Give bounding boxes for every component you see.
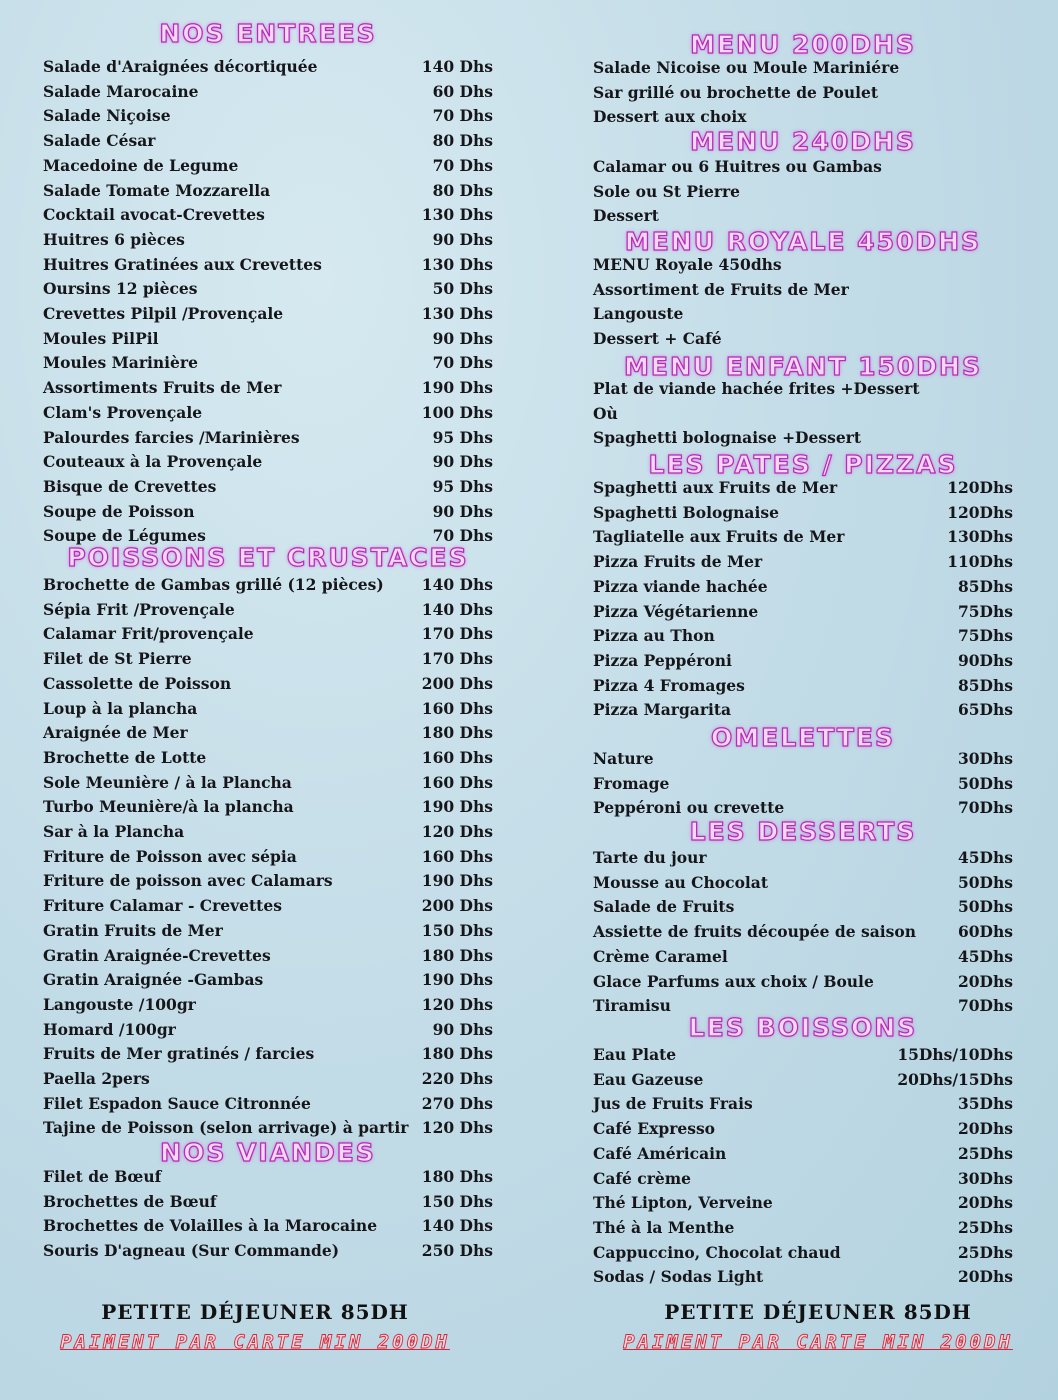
menu-item-price: 130Dhs xyxy=(947,527,1013,547)
menu-item xyxy=(43,228,493,252)
menu-item-price: 80 Dhs xyxy=(432,180,493,200)
menu-item-name: Homard /100gr xyxy=(43,1019,176,1039)
menu-item-price: 140 Dhs xyxy=(421,1216,493,1236)
section-heading-menu-240dhs: MENU 240DHS xyxy=(690,127,916,156)
menu-item-name: Pizza viande hachée xyxy=(593,576,768,596)
menu-item-name: Sole ou St Pierre xyxy=(593,181,741,201)
menu-item xyxy=(43,746,493,770)
menu-item-name: Pizza 4 Fromages xyxy=(593,675,745,695)
menu-item xyxy=(43,1018,493,1042)
menu-item-price: 45Dhs xyxy=(957,946,1013,966)
menu-item-name: Friture de Poisson avec sépia xyxy=(43,846,297,866)
section-heading-nos-viandes: NOS VIANDES xyxy=(160,1138,376,1167)
menu-item-name: Palourdes farcies /Marinières xyxy=(43,427,300,447)
menu-item-name: Dessert aux choix xyxy=(593,107,747,127)
menu-item-price: 130 Dhs xyxy=(421,254,493,274)
menu-item-name: Crème Caramel xyxy=(593,946,728,966)
menu-item-price: 120 Dhs xyxy=(421,1118,493,1138)
menu-item-price: 140 Dhs xyxy=(421,599,493,619)
menu-item xyxy=(593,1265,1013,1289)
menu-item-name: Salade Tomate Mozzarella xyxy=(43,180,271,200)
menu-item-price: 160 Dhs xyxy=(421,747,493,767)
menu-item-price: 35Dhs xyxy=(957,1094,1013,1114)
menu-item xyxy=(43,598,493,622)
menu-item-name: Huitres 6 pièces xyxy=(43,229,185,249)
menu-item-name: Soupe de Légumes xyxy=(43,526,206,546)
menu-item-price: 85Dhs xyxy=(957,675,1013,695)
section-heading-menu-200dhs: MENU 200DHS xyxy=(690,30,916,59)
menu-item-price: 95 Dhs xyxy=(432,476,493,496)
menu-item xyxy=(593,402,1013,426)
menu-item-name: Araignée de Mer xyxy=(43,723,188,743)
menu-item xyxy=(43,993,493,1017)
menu-item-name: Tiramisu xyxy=(593,996,671,1016)
menu-item xyxy=(593,1117,1013,1141)
menu-item-name: Calamar Frit/provençale xyxy=(43,624,254,644)
menu-item-name: Paella 2pers xyxy=(43,1069,150,1088)
menu-item-name: Assiette de fruits découpée de saison xyxy=(593,922,916,942)
menu-item-name: Pizza au Thon xyxy=(593,626,715,646)
menu-item-price: 90 Dhs xyxy=(432,452,493,472)
menu-item-name: Plat de viande hachée frites +Dessert xyxy=(593,379,920,398)
menu-item-name: Tarte du jour xyxy=(593,848,707,867)
menu-item-price: 90 Dhs xyxy=(432,501,493,521)
menu-item-name: Soupe de Poisson xyxy=(43,501,195,521)
menu-item-name: Couteaux à la Provençale xyxy=(43,452,263,472)
menu-item-name: Spaghetti Bolognaise xyxy=(593,502,779,522)
menu-item xyxy=(43,327,493,351)
menu-item-name: Eau Gazeuse xyxy=(593,1069,704,1089)
menu-item-name: Bisque de Crevettes xyxy=(43,476,217,496)
section-heading-les-pates-pizzas: LES PATES / PIZZAS xyxy=(648,450,958,479)
menu-item-price: 270 Dhs xyxy=(421,1093,493,1113)
menu-item-name: Pizza Végétarienne xyxy=(593,601,759,621)
menu-item xyxy=(43,944,493,968)
menu-item-price: 90 Dhs xyxy=(432,229,493,249)
menu-item xyxy=(593,105,1013,129)
menu-item-price: 60 Dhs xyxy=(432,81,493,101)
menu-item-price: 160 Dhs xyxy=(421,698,493,718)
menu-item xyxy=(43,104,493,128)
menu-item xyxy=(43,253,493,277)
menu-item xyxy=(43,179,493,203)
menu-item-price: 180 Dhs xyxy=(421,945,493,965)
menu-item-name: Sar à la Plancha xyxy=(43,822,185,841)
menu-item xyxy=(593,327,1013,351)
menu-item-price: 75Dhs xyxy=(957,626,1013,646)
menu-item-price: 20Dhs/15Dhs xyxy=(897,1069,1013,1089)
menu-item-price: 20Dhs xyxy=(957,971,1013,991)
menu-item-name: Café Américain xyxy=(593,1143,727,1163)
menu-item-price: 150 Dhs xyxy=(421,920,493,940)
menu-item-price: 120 Dhs xyxy=(421,994,493,1014)
menu-item xyxy=(43,1067,493,1091)
menu-item xyxy=(593,155,1013,179)
menu-item-price: 90 Dhs xyxy=(432,328,493,348)
menu-item-price: 200 Dhs xyxy=(421,673,493,693)
menu-item-name: Brochette de Gambas grillé (12 pièces) xyxy=(43,575,384,594)
menu-item-name: Brochettes de Bœuf xyxy=(43,1191,217,1211)
menu-item-price: 80 Dhs xyxy=(432,131,493,151)
menu-item-name: Assortiment de Fruits de Mer xyxy=(593,279,849,299)
menu-item xyxy=(593,846,1013,870)
menu-item xyxy=(43,919,493,943)
left-card-payment-note: PAIMENT PAR CARTE MIN 200DH xyxy=(60,1331,450,1353)
menu-item-price: 25Dhs xyxy=(957,1217,1013,1237)
menu-item xyxy=(593,1142,1013,1166)
menu-item-name: Turbo Meunière/à la plancha xyxy=(43,797,294,817)
menu-item-price: 200 Dhs xyxy=(421,896,493,916)
menu-item-name: Thé à la Menthe xyxy=(593,1217,735,1237)
menu-item-name: Café Expresso xyxy=(593,1119,716,1139)
menu-item-price: 140 Dhs xyxy=(421,575,493,594)
menu-item xyxy=(43,203,493,227)
menu-item xyxy=(43,672,493,696)
menu-item-price: 130 Dhs xyxy=(421,304,493,323)
menu-item-name: Tagliatelle aux Fruits de Mer xyxy=(593,527,845,547)
menu-item xyxy=(593,1043,1013,1067)
menu-item-name: Clam's Provençale xyxy=(43,402,203,422)
menu-item xyxy=(593,377,1013,401)
menu-item-name: Où xyxy=(593,403,618,423)
menu-item-name: Sodas / Sodas Light xyxy=(593,1267,764,1287)
menu-item xyxy=(43,968,493,992)
menu-item-name: Pizza Peppéroni xyxy=(593,650,732,670)
menu-item-price: 15Dhs/10Dhs xyxy=(897,1045,1013,1064)
menu-item-price: 220 Dhs xyxy=(421,1069,493,1088)
menu-item xyxy=(43,1214,493,1238)
menu-item-price: 60Dhs xyxy=(957,922,1013,942)
menu-item xyxy=(593,204,1013,228)
menu-item-name: Huitres Gratinées aux Crevettes xyxy=(43,254,322,274)
menu-item xyxy=(43,622,493,646)
menu-item-price: 100 Dhs xyxy=(421,402,493,422)
menu-item-name: Salade Nicoise ou Moule Mariniére xyxy=(593,58,900,77)
menu-item xyxy=(43,277,493,301)
menu-item-name: Glace Parfums aux choix / Boule xyxy=(593,971,874,991)
menu-item-price: 30Dhs xyxy=(957,1168,1013,1188)
menu-item-price: 70Dhs xyxy=(957,798,1013,818)
menu-item-price: 160 Dhs xyxy=(421,846,493,866)
menu-item-price: 250 Dhs xyxy=(421,1241,493,1261)
menu-item xyxy=(43,376,493,400)
menu-item-name: Filet Espadon Sauce Citronnée xyxy=(43,1093,311,1113)
menu-item-name: Gratin Araignée-Crevettes xyxy=(43,945,271,965)
menu-item xyxy=(43,1239,493,1263)
menu-item-name: Salade César xyxy=(43,131,156,151)
menu-item-price: 45Dhs xyxy=(957,848,1013,867)
menu-item-name: Langouste /100gr xyxy=(43,994,196,1014)
menu-item-price: 170 Dhs xyxy=(421,649,493,669)
menu-item xyxy=(593,253,1013,277)
menu-item xyxy=(43,820,493,844)
menu-item-price: 25Dhs xyxy=(957,1143,1013,1163)
menu-item-name: Sole Meunière / à la Plancha xyxy=(43,772,292,792)
menu-item-name: MENU Royale 450dhs xyxy=(593,255,782,274)
menu-item xyxy=(593,970,1013,994)
section-heading-nos-entrees: NOS ENTREES xyxy=(159,19,377,48)
menu-item xyxy=(593,600,1013,624)
menu-item-name: Assortiments Fruits de Mer xyxy=(43,378,282,398)
menu-item-name: Sépia Frit /Provençale xyxy=(43,599,235,619)
menu-item-price: 25Dhs xyxy=(957,1242,1013,1262)
menu-item xyxy=(593,1216,1013,1240)
menu-item-price: 95 Dhs xyxy=(432,427,493,447)
menu-item xyxy=(43,573,493,597)
menu-item-name: Jus de Fruits Frais xyxy=(593,1094,753,1114)
menu-item-price: 20Dhs xyxy=(957,1193,1013,1213)
menu-item-name: Salade Niçoise xyxy=(43,106,171,126)
menu-item-price: 50Dhs xyxy=(957,773,1013,793)
menu-item xyxy=(43,845,493,869)
menu-item xyxy=(43,450,493,474)
menu-item-price: 180 Dhs xyxy=(421,1044,493,1064)
menu-item xyxy=(593,180,1013,204)
menu-item xyxy=(593,302,1013,326)
menu-item-name: Filet de St Pierre xyxy=(43,649,192,669)
menu-item-price: 70 Dhs xyxy=(432,155,493,175)
menu-item xyxy=(43,80,493,104)
menu-item-name: Brochette de Lotte xyxy=(43,747,207,767)
menu-item-name: Cocktail avocat-Crevettes xyxy=(43,205,265,225)
menu-item xyxy=(43,426,493,450)
menu-item-price: 140 Dhs xyxy=(421,57,493,76)
menu-item-price: 90 Dhs xyxy=(432,1019,493,1039)
menu-item-name: Gratin Fruits de Mer xyxy=(43,920,223,940)
menu-item-price: 50Dhs xyxy=(957,897,1013,917)
menu-item xyxy=(593,476,1013,500)
menu-item xyxy=(593,920,1013,944)
menu-item-price: 170 Dhs xyxy=(421,624,493,644)
menu-item-name: Fromage xyxy=(593,773,670,793)
menu-item-price: 50Dhs xyxy=(957,872,1013,892)
section-heading-les-boissons: LES BOISSONS xyxy=(688,1013,918,1042)
menu-item-name: Nature xyxy=(593,749,654,768)
menu-item-price: 50 Dhs xyxy=(432,279,493,299)
section-heading-les-desserts: LES DESSERTS xyxy=(689,817,917,846)
right-breakfast-title: PETITE DÉJEUNER 85DH xyxy=(664,1300,972,1324)
menu-item xyxy=(593,1092,1013,1116)
menu-item-name: Macedoine de Legume xyxy=(43,155,239,175)
menu-item-price: 20Dhs xyxy=(957,1267,1013,1287)
menu-item-price: 150 Dhs xyxy=(421,1191,493,1211)
menu-item-name: Moules PilPil xyxy=(43,328,159,348)
right-card-payment-note: PAIMENT PAR CARTE MIN 200DH xyxy=(623,1331,1013,1353)
menu-item xyxy=(593,945,1013,969)
menu-item-price: 180 Dhs xyxy=(421,1167,493,1186)
menu-item-price: 160 Dhs xyxy=(421,772,493,792)
menu-item xyxy=(593,81,1013,105)
section-heading-poissons-et-crustaces: POISSONS ET CRUSTACES xyxy=(67,543,469,572)
menu-item xyxy=(593,1241,1013,1265)
menu-item xyxy=(593,747,1013,771)
menu-item-price: 190 Dhs xyxy=(421,871,493,891)
menu-item-name: Sar grillé ou brochette de Poulet xyxy=(593,82,879,102)
menu-item-price: 70 Dhs xyxy=(432,526,493,546)
section-heading-menu-royale-450dhs: MENU ROYALE 450DHS xyxy=(624,227,982,256)
menu-item-name: Spaghetti bolognaise +Dessert xyxy=(593,428,862,448)
menu-item xyxy=(593,56,1013,80)
menu-item xyxy=(43,894,493,918)
menu-item xyxy=(43,869,493,893)
menu-item xyxy=(43,721,493,745)
menu-item-name: Tajine de Poisson (selon arrivage) à partir xyxy=(43,1118,409,1138)
menu-item xyxy=(593,871,1013,895)
menu-item-price: 130 Dhs xyxy=(421,205,493,225)
menu-item xyxy=(593,1167,1013,1191)
menu-item-price: 20Dhs xyxy=(957,1119,1013,1139)
menu-item-name: Pizza Margarita xyxy=(593,700,732,720)
menu-item-name: Gratin Araignée -Gambas xyxy=(43,970,264,990)
menu-item xyxy=(43,1165,493,1189)
menu-item xyxy=(43,647,493,671)
menu-item xyxy=(593,1191,1013,1215)
menu-item-name: Cappuccino, Chocolat chaud xyxy=(593,1242,841,1262)
menu-item-price: 70 Dhs xyxy=(432,106,493,126)
menu-item xyxy=(43,55,493,79)
menu-item-name: Thé Lipton, Verveine xyxy=(593,1193,773,1213)
menu-item xyxy=(593,649,1013,673)
menu-item-price: 190 Dhs xyxy=(421,378,493,398)
menu-item xyxy=(593,550,1013,574)
menu-item-name: Oursins 12 pièces xyxy=(43,279,198,299)
left-breakfast-title: PETITE DÉJEUNER 85DH xyxy=(101,1300,409,1324)
menu-item xyxy=(43,351,493,375)
menu-item-price: 70 Dhs xyxy=(432,353,493,373)
menu-item-price: 120Dhs xyxy=(947,502,1013,522)
menu-item-name: Filet de Bœuf xyxy=(43,1167,162,1186)
menu-item-name: Crevettes Pilpil /Provençale xyxy=(43,304,284,323)
menu-item-price: 190 Dhs xyxy=(421,797,493,817)
menu-item xyxy=(43,771,493,795)
menu-item-name: Eau Plate xyxy=(593,1045,677,1064)
menu-item-name: Calamar ou 6 Huitres ou Gambas xyxy=(593,157,882,176)
menu-item-name: Souris D'agneau (Sur Commande) xyxy=(43,1241,340,1261)
menu-item-price: 70Dhs xyxy=(957,996,1013,1016)
menu-item xyxy=(43,1116,493,1140)
menu-item xyxy=(43,1092,493,1116)
menu-item xyxy=(593,1068,1013,1092)
menu-item-price: 120 Dhs xyxy=(421,822,493,841)
menu-item-name: Salade de Fruits xyxy=(593,897,735,917)
menu-item-name: Café crème xyxy=(593,1168,692,1188)
menu-item xyxy=(593,575,1013,599)
menu-item-name: Mousse au Chocolat xyxy=(593,872,768,892)
menu-item-price: 65Dhs xyxy=(957,700,1013,720)
menu-item xyxy=(593,698,1013,722)
menu-item-name: Pizza Fruits de Mer xyxy=(593,552,763,572)
menu-item-price: 110Dhs xyxy=(947,552,1013,572)
menu-item xyxy=(593,501,1013,525)
menu-item-name: Brochettes de Volailles à la Marocaine xyxy=(43,1216,378,1236)
menu-item-price: 85Dhs xyxy=(957,576,1013,596)
menu-item-name: Spaghetti aux Fruits de Mer xyxy=(593,478,838,497)
menu-item xyxy=(43,302,493,326)
menu-item-name: Dessert xyxy=(593,206,659,226)
menu-item xyxy=(43,697,493,721)
menu-item xyxy=(593,895,1013,919)
menu-item-name: Moules Marinière xyxy=(43,353,198,373)
menu-item xyxy=(43,1190,493,1214)
menu-item-name: Langouste xyxy=(593,304,684,324)
menu-item-name: Salade Marocaine xyxy=(43,81,199,101)
menu-item-name: Fruits de Mer gratinés / farcies xyxy=(43,1044,315,1064)
menu-item-price: 180 Dhs xyxy=(421,723,493,743)
menu-item xyxy=(43,500,493,524)
menu-item-price: 120Dhs xyxy=(947,478,1013,497)
menu-item-price: 30Dhs xyxy=(957,749,1013,768)
menu-item-name: Salade d'Araignées décortiquée xyxy=(43,57,318,76)
menu-item-name: Friture de poisson avec Calamars xyxy=(43,871,333,891)
section-heading-omelettes: OMELETTES xyxy=(711,723,895,752)
menu-item xyxy=(593,674,1013,698)
menu-item-name: Cassolette de Poisson xyxy=(43,673,232,693)
menu-item-price: 190 Dhs xyxy=(421,970,493,990)
menu-item-name: Dessert + Café xyxy=(593,329,722,349)
menu-item xyxy=(593,426,1013,450)
menu-item xyxy=(593,278,1013,302)
menu-item xyxy=(43,401,493,425)
menu-item xyxy=(43,154,493,178)
menu-item-name: Loup à la plancha xyxy=(43,698,198,718)
menu-item-price: 75Dhs xyxy=(957,601,1013,621)
menu-item xyxy=(43,475,493,499)
menu-item xyxy=(43,1042,493,1066)
menu-item xyxy=(593,772,1013,796)
menu-item-price: 90Dhs xyxy=(957,650,1013,670)
menu-item-name: Friture Calamar - Crevettes xyxy=(43,896,282,916)
menu-item xyxy=(593,624,1013,648)
section-heading-menu-enfant-150dhs: MENU ENFANT 150DHS xyxy=(624,352,982,381)
menu-item xyxy=(43,129,493,153)
menu-item xyxy=(43,795,493,819)
menu-item-name: Peppéroni ou crevette xyxy=(593,798,785,818)
menu-item xyxy=(593,525,1013,549)
